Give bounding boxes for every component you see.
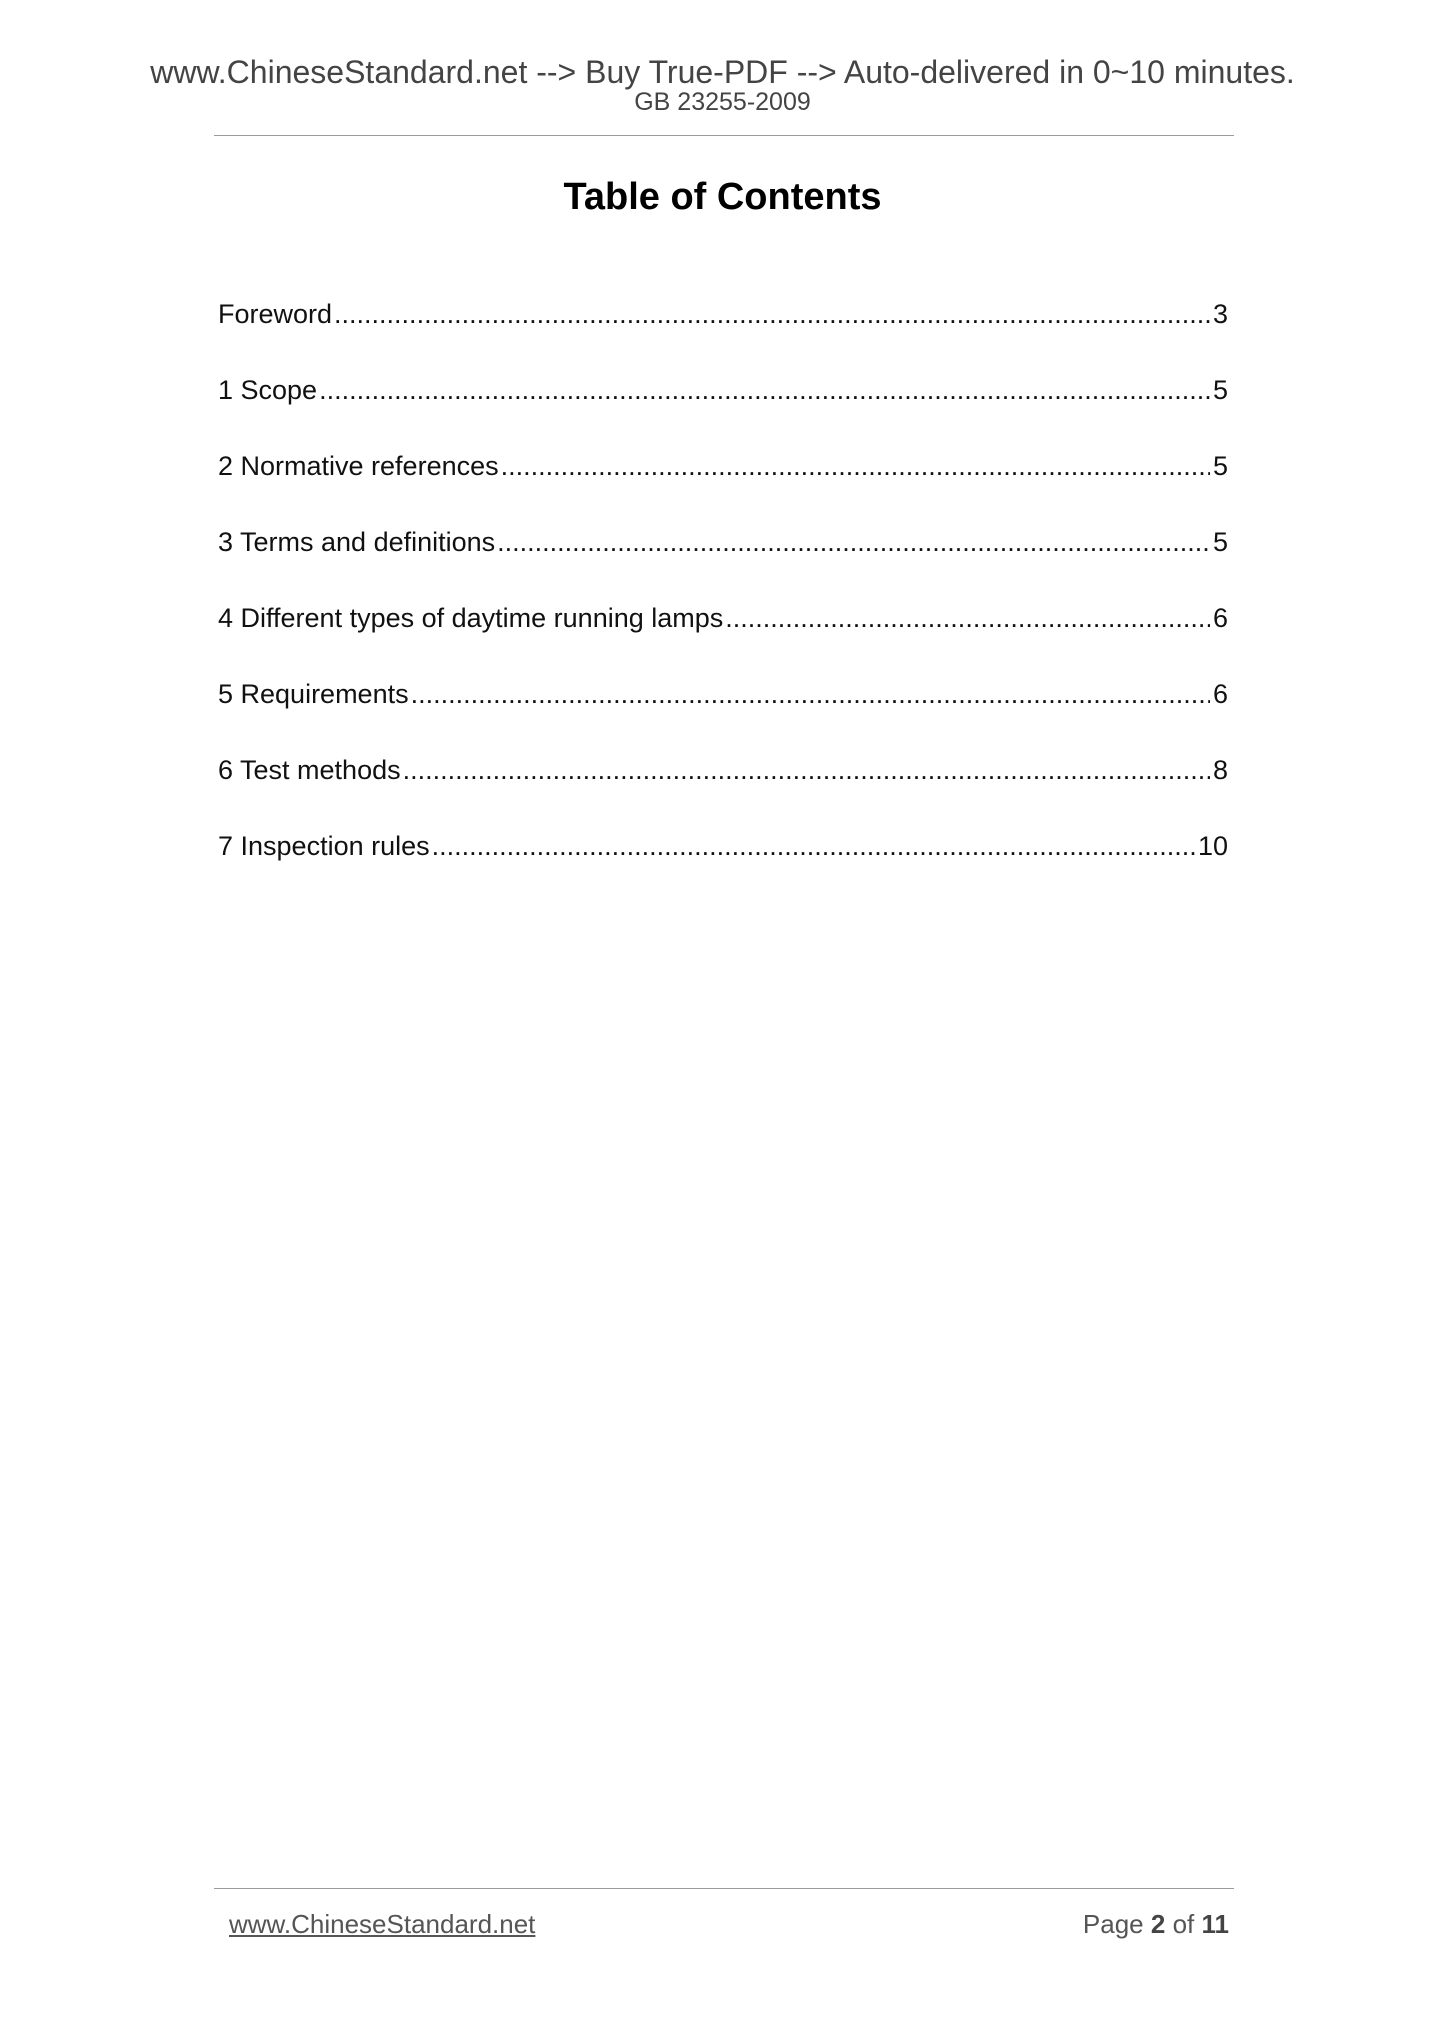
total-page-count: 11 (1201, 1909, 1229, 1939)
toc-leader-dots (411, 678, 1210, 710)
page-of: of (1172, 1909, 1195, 1939)
toc-leader-dots (497, 526, 1210, 558)
footer-website-link[interactable]: www.ChineseStandard.net (229, 1909, 536, 1939)
page-indicator (1083, 1911, 1229, 1937)
toc-entry-label: 4 Different types of daytime running lamps (218, 603, 724, 633)
current-page-number: 2 (1150, 1909, 1166, 1939)
toc-entry-label: 1 Scope (218, 375, 318, 405)
table-of-contents (218, 298, 1228, 906)
toc-entry-foreword[interactable] (218, 298, 1228, 374)
toc-entry-requirements[interactable] (218, 678, 1228, 754)
toc-entry-page: 5 (1212, 451, 1228, 481)
document-id: GB 23255-2009 (634, 88, 811, 116)
toc-entry-page: 5 (1212, 527, 1228, 557)
toc-entry-page: 5 (1212, 375, 1228, 405)
toc-entry-label: 7 Inspection rules (218, 831, 430, 861)
toc-entry-label: 3 Terms and definitions (218, 527, 496, 557)
toc-entry-test-methods[interactable] (218, 754, 1228, 830)
toc-entry-page: 3 (1212, 299, 1228, 329)
toc-entry-label: 2 Normative references (218, 451, 499, 481)
toc-entry-label: Foreword (218, 299, 333, 329)
toc-entry-lamp-types[interactable] (218, 602, 1228, 678)
toc-entry-page: 8 (1212, 755, 1228, 785)
toc-title: Table of Contents (563, 176, 882, 218)
footer-divider (214, 1888, 1234, 1889)
toc-leader-dots (403, 754, 1210, 786)
toc-entry-page: 6 (1212, 603, 1228, 633)
toc-entry-label: 6 Test methods (218, 755, 401, 785)
toc-leader-dots (501, 450, 1210, 482)
toc-entry-page: 6 (1212, 679, 1228, 709)
toc-entry-inspection-rules[interactable] (218, 830, 1228, 906)
toc-leader-dots (334, 298, 1210, 330)
header-divider (214, 135, 1234, 136)
toc-entry-scope[interactable] (218, 374, 1228, 450)
toc-entry-normative-references[interactable] (218, 450, 1228, 526)
toc-leader-dots (725, 602, 1210, 634)
header-banner: www.ChineseStandard.net --> Buy True-PDF --> Auto-delivered in 0~10 minutes. (150, 54, 1295, 90)
toc-entry-terms-and-definitions[interactable] (218, 526, 1228, 602)
toc-entry-page: 10 (1197, 831, 1228, 861)
toc-entry-label: 5 Requirements (218, 679, 409, 709)
toc-leader-dots (319, 374, 1210, 406)
toc-leader-dots (432, 830, 1195, 862)
page-prefix: Page (1082, 1909, 1144, 1939)
